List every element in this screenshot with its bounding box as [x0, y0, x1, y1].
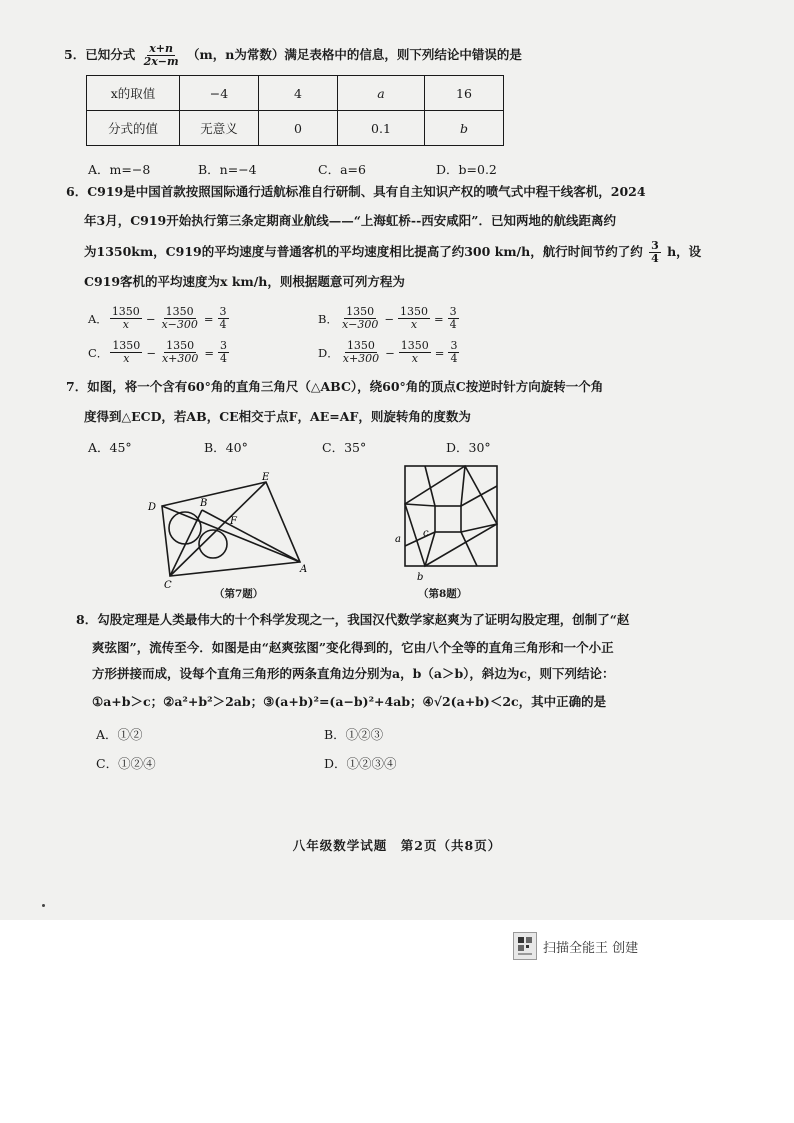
operator: − [146, 345, 156, 360]
frac-den: x [122, 318, 129, 331]
q7-option-d: D．30° [446, 440, 491, 455]
q7-option-a: A．45° [88, 440, 132, 455]
frac-num: 1350 [400, 305, 429, 318]
frac-den: 4 [219, 318, 227, 331]
q6-fraction [649, 240, 661, 265]
q7-line-2: 度得到△ECD，若AB，CE相交于点F，AE=AF，则旋转角的度数为 [84, 409, 471, 424]
q6-option-d: D． $\frac{1350}{x+300}$ − $\frac{1350}{x}$ = $\frac{3}{4}$ [318, 339, 458, 365]
q8-figure [395, 460, 505, 584]
option-label: D． [318, 345, 339, 360]
q6-option-c: C． $\frac{1350}{x}$ − $\frac{1350}{x+300}$ = $\frac{3}{4}$ [88, 339, 228, 365]
frac-num: 1350 [346, 305, 375, 318]
q6-option-a: A． $\frac{1350}{x}$ − $\frac{1350}{x-300}$ = $\frac{3}{4}$ [88, 305, 227, 331]
frac-num: 1350 [165, 305, 194, 318]
q8-option-a: A．①② [96, 727, 143, 742]
scanner-watermark [513, 932, 638, 960]
frac-den: 4 [220, 352, 228, 365]
operator: − [385, 345, 395, 360]
scan-speck [42, 904, 45, 907]
frac-den: x+300 [161, 352, 199, 365]
q6-line-3a: 为1350km，C919的平均速度与普通客机的平均速度相比提高了约300 km/h，航行时间节约了约 [84, 244, 643, 259]
label-b: b [417, 572, 424, 583]
frac-num: 1350 [111, 305, 140, 318]
angle-circle-left [169, 512, 201, 544]
q6-frac-den: 4 [651, 252, 659, 265]
q6-line-3 [84, 240, 701, 265]
q7-option-b: B．40° [204, 440, 248, 455]
triangle-edge [461, 466, 465, 506]
table-cell: x的取值 [87, 76, 180, 111]
q5-suffix: （m，n为常数）满足表格中的信息，则下列结论中错误的是 [187, 47, 522, 62]
frac-num: 1350 [166, 339, 195, 352]
table-cell: b [425, 111, 504, 146]
frac-den: x+300 [342, 352, 380, 365]
q6-line-1: 6．C919是中国首款按照国际通行适航标准自行研制、具有自主知识产权的喷气式中程干线客机，2024 [66, 184, 646, 199]
q6-line-3b: h，设 [667, 244, 702, 259]
q8-option-d: D．①②③④ [324, 756, 397, 771]
point-a-label: A [300, 564, 308, 575]
q5-frac-num: x+n [149, 42, 173, 55]
frac-num: 1350 [346, 339, 375, 352]
operator: − [145, 311, 156, 326]
label-a: a [395, 534, 401, 545]
q5-option-c: C．a=6 [318, 162, 366, 177]
point-b-label: B [200, 498, 208, 509]
point-e-label: E [262, 472, 270, 483]
q8-option-b: B．①②③ [324, 727, 384, 742]
table-cell: a [338, 76, 425, 111]
watermark-text: 扫描全能王 创建 [543, 940, 639, 956]
table-cell: 16 [425, 76, 504, 111]
q6-frac-num: 3 [651, 239, 659, 252]
frac-den: 4 [450, 352, 458, 365]
q6-option-b: B． $\frac{1350}{x-300}$ − $\frac{1350}{x}$ = $\frac{3}{4}$ [318, 305, 457, 331]
inner-tilted-square [405, 466, 497, 566]
triangle-edge [405, 504, 435, 506]
center-small-square [435, 506, 461, 532]
q8-line-1: 8．勾股定理是人类最伟大的十个科学发现之一，我国汉代数学家赵爽为了证明勾股定理，创制了“赵 [76, 612, 630, 627]
table-cell: −4 [180, 76, 259, 111]
q5-option-b: B．n=−4 [198, 162, 257, 177]
q7-line-1: 7．如图，将一个含有60°角的直角三角尺（△ABC），绕60°角的顶点C按逆时针方向旋转一个角 [66, 379, 604, 394]
q5-fraction [142, 43, 181, 68]
frac-den: x−300 [341, 318, 379, 331]
option-label: C． [88, 345, 109, 360]
q5-table [86, 75, 504, 146]
operator: − [384, 311, 395, 326]
q8-line-3: 方形拼接而成，设每个直角三角形的两条直角边分别为a，b（a＞b），斜边为c，则下列结论： [92, 666, 615, 681]
q8-line-4: ①a+b＞c；②a²+b²＞2ab；③(a+b)²=(a−b)²+4ab；④√2(a+b)＜2c，其中正确的是 [92, 694, 607, 709]
table-row [87, 111, 504, 146]
q7-figure [140, 470, 320, 590]
outer-quadrilateral [162, 482, 300, 576]
frac-den: x [123, 352, 130, 365]
line-ba [202, 510, 300, 562]
table-cell: 0.1 [338, 111, 425, 146]
q5-stem [64, 43, 522, 68]
frac-num: 1350 [112, 339, 141, 352]
frac-num: 3 [450, 339, 458, 352]
option-label: A． [88, 311, 108, 326]
page-footer: 八年级数学试题 第2页（共8页） [292, 838, 502, 853]
q8-option-c: C．①②④ [96, 756, 156, 771]
frac-den: 4 [449, 318, 457, 331]
q7-figure-caption: （第7题） [214, 588, 264, 600]
frac-den: x [410, 318, 418, 331]
q8-line-2: 爽弦图”，流传至今．如图是由“赵爽弦图”变化得到的，它由八个全等的直角三角形和一个小正 [92, 640, 614, 655]
triangle-edge [405, 532, 435, 546]
frac-den: x−300 [161, 318, 198, 331]
point-c-label: C [164, 580, 172, 590]
table-cell: 分式的值 [87, 111, 180, 146]
q8-figure-caption: （第8题） [418, 588, 468, 600]
label-c: c [423, 528, 429, 539]
q5-prefix: 5．已知分式 [64, 47, 136, 62]
q5-frac-den: 2x−m [143, 55, 179, 68]
frac-num: 3 [449, 305, 457, 318]
point-d-label: D [148, 502, 157, 513]
frac-num: 1350 [400, 339, 429, 352]
frac-num: 3 [219, 305, 227, 318]
point-f-label: F [230, 516, 237, 527]
qr-logo-icon [513, 932, 537, 960]
table-row [87, 76, 504, 111]
q5-option-a: A．m=−8 [88, 162, 151, 177]
frac-den: x [411, 352, 418, 365]
table-cell: 4 [259, 76, 338, 111]
table-cell: 无意义 [180, 111, 259, 146]
q5-option-d: D．b=0.2 [436, 162, 497, 177]
q7-option-c: C．35° [322, 440, 367, 455]
frac-num: 3 [220, 339, 228, 352]
triangle-edge [461, 486, 497, 506]
table-cell: 0 [259, 111, 338, 146]
q6-line-4: C919客机的平均速度为x km/h，则根据题意可列方程为 [84, 274, 405, 289]
q6-line-2: 年3月，C919开始执行第三条定期商业航线——“上海虹桥--西安咸阳”．已知两地的航线距离约 [84, 213, 616, 228]
option-label: B． [318, 311, 338, 326]
